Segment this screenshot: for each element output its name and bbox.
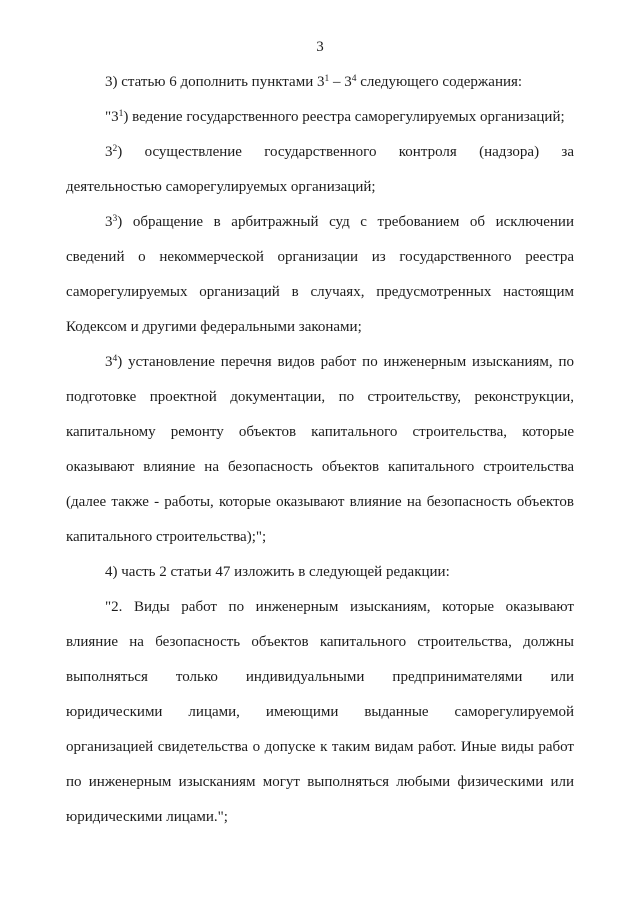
document-body <box>66 65 574 835</box>
text-segment: ) осуществление государственного контроля (надзора) за деятельностью саморегулируемых организаций; <box>66 144 574 195</box>
paragraph <box>66 135 574 205</box>
text-segment: 3 <box>105 214 113 230</box>
superscript: 3 <box>112 214 118 225</box>
text-segment: "2. Виды работ по инженерным изысканиям, которые оказывают влияние на безопасность объектов капитального строительства, должны выполняться только индивидуальными предпринимателями или юридическими лицами, имеющими выданные саморегулируемой организацией свидетельства о допуске к таким видам работ. Иные виды работ по инженерным изысканиям могут выполняться любыми физическими или юридическими лицами."; <box>66 599 574 825</box>
text-segment: 3 <box>105 144 113 160</box>
page-number: 3 <box>316 39 324 55</box>
text-segment: ) ведение государственного реестра саморегулируемых организаций; <box>123 109 565 125</box>
text-segment: "3 <box>105 109 119 125</box>
text-segment: 3 <box>105 354 113 370</box>
paragraph <box>66 205 574 345</box>
paragraph <box>66 555 574 590</box>
superscript: 4 <box>112 354 118 365</box>
superscript: 1 <box>324 74 330 85</box>
superscript: 1 <box>118 109 124 120</box>
paragraph <box>66 590 574 835</box>
text-segment: ) обращение в арбитражный суд с требованием об исключении сведений о некоммерческой организации из государственного реестра саморегулируемых организаций в случаях, предусмотренных настоящим Кодексом и другими федеральными законами; <box>66 214 574 335</box>
paragraph <box>66 345 574 555</box>
paragraph <box>66 65 574 100</box>
superscript: 4 <box>351 74 357 85</box>
text-segment: следующего содержания: <box>356 74 523 90</box>
text-segment: – 3 <box>329 74 352 90</box>
text-segment: 4) часть 2 статьи 47 изложить в следующей редакции: <box>105 564 450 580</box>
text-segment: ) установление перечня видов работ по инженерным изысканиям, по подготовке проектной документации, по строительству, реконструкции, капитальному ремонту объектов капитального строительства, которые оказывают влияние на безопасность объектов капитального строительства (далее также - работы, которые оказывают влияние на безопасность объектов капитального строительства);"; <box>66 354 574 545</box>
text-segment: 3) статью 6 дополнить пунктами 3 <box>105 74 325 90</box>
paragraph <box>66 100 574 135</box>
superscript: 2 <box>112 144 118 155</box>
